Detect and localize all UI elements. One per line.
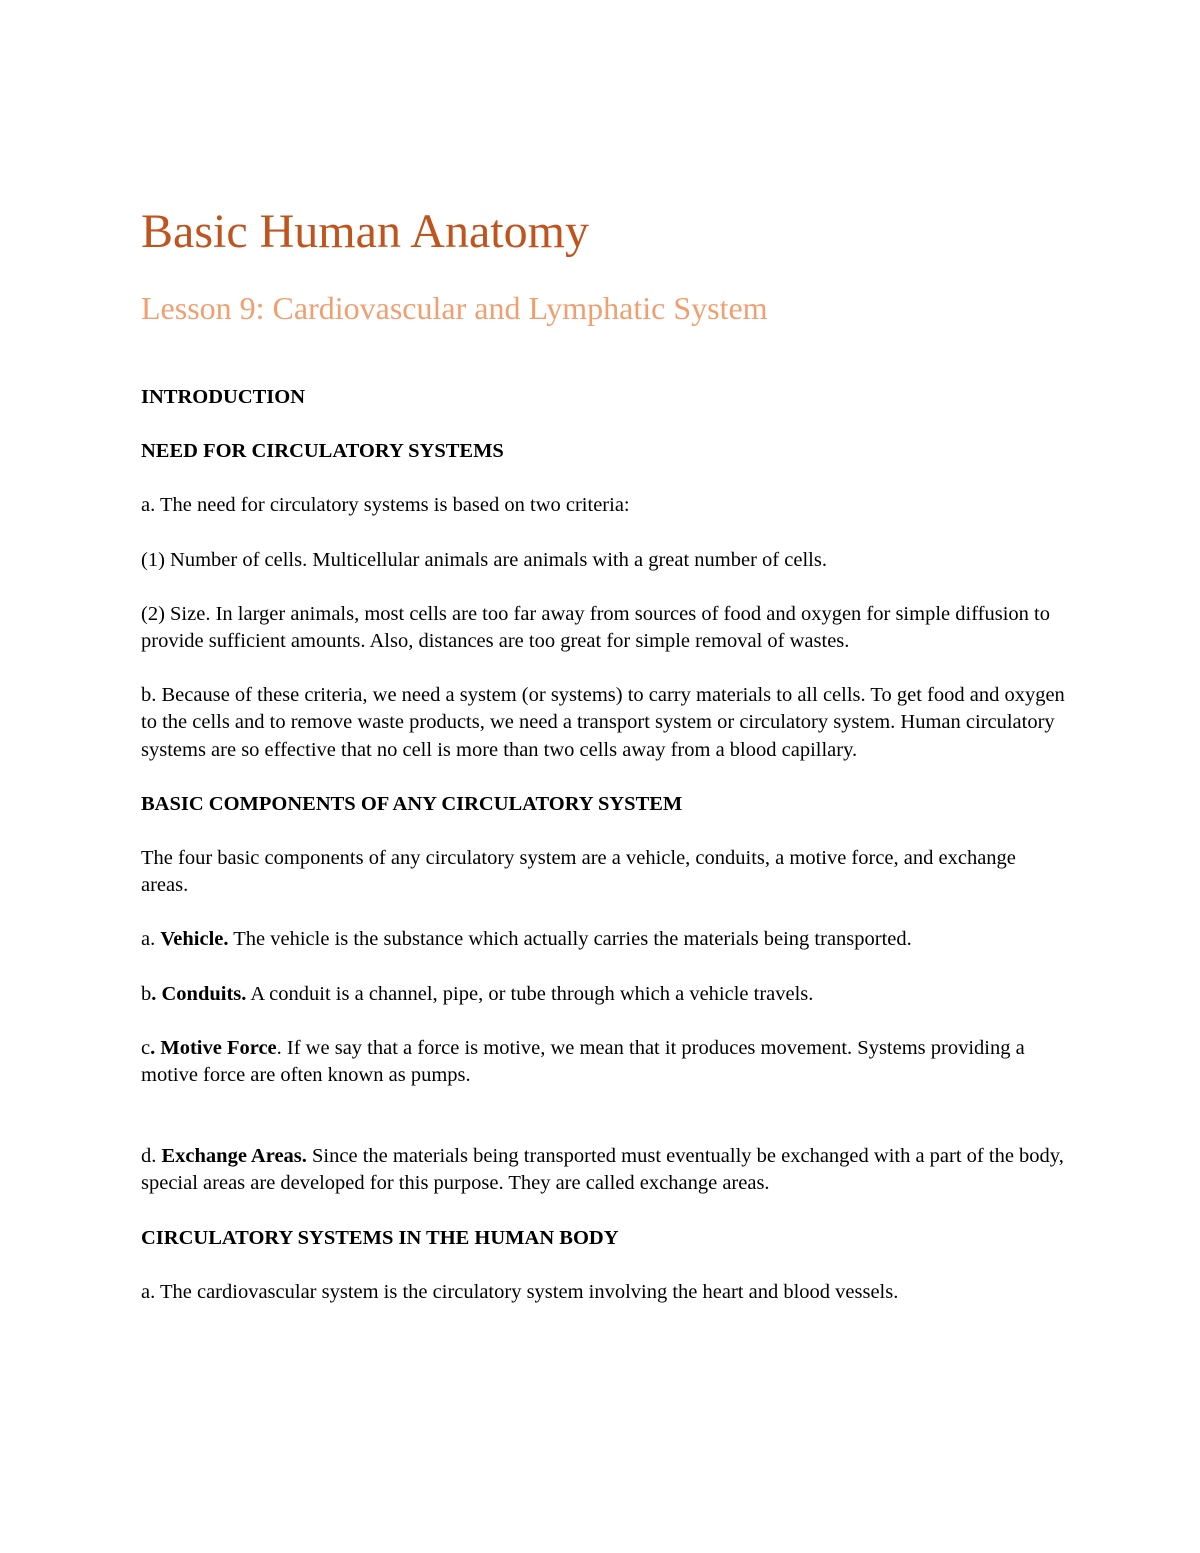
paragraph-component-vehicle: [141, 926, 1066, 953]
list-marker: d.: [141, 1145, 162, 1168]
document-body: [141, 384, 1066, 1333]
term-vehicle: Vehicle.: [160, 928, 229, 951]
section-heading-need: NEED FOR CIRCULATORY SYSTEMS: [141, 440, 504, 463]
section-heading-introduction: INTRODUCTION: [141, 386, 306, 408]
list-marker: a.: [141, 928, 161, 951]
section-heading-components: BASIC COMPONENTS OF ANY CIRCULATORY SYSTEM: [141, 792, 683, 815]
paragraph-need-b: b. Because of these criteria, we need a system (or systems) to carry materials to all cells. To get food and oxygen to the cells and to remove waste products, we need a transport system or circulatory system. Human circulatory systems are so effective that no cell is more than two cells away from a blood capillary.: [141, 684, 1065, 761]
term-conduits: . Conduits.: [151, 982, 247, 1005]
paragraph-need-2: (2) Size. In larger animals, most cells are too far away from sources of food and oxygen for simple diffusion to provide sufficient amounts. Also, distances are too great for simple removal of wastes.: [141, 602, 1050, 653]
paragraph-component-motive-force: [141, 1035, 1066, 1089]
document-title: Basic Human Anatomy: [141, 205, 589, 258]
paragraph-need-a: a. The need for circulatory systems is based on two criteria:: [141, 494, 630, 517]
definition-text: Since the materials being transported must eventually be exchanged with a part of the body, special areas are developed for this purpose. They are called exchange areas.: [141, 1145, 1064, 1195]
definition-text: The vehicle is the substance which actually carries the materials being transported.: [228, 928, 912, 951]
term-exchange-areas: Exchange Areas.: [161, 1145, 307, 1168]
list-marker: c: [141, 1036, 151, 1059]
paragraph-human-a: a. The cardiovascular system is the circulatory system involving the heart and blood vessels.: [141, 1280, 899, 1303]
paragraph-components-intro: The four basic components of any circulatory system are a vehicle, conduits, a motive force, and exchange areas.: [141, 847, 1016, 897]
definition-text: . If we say that a force is motive, we mean that it produces movement. Systems providing a motive force are often known as pumps.: [141, 1036, 1025, 1087]
paragraph-component-conduits: [141, 981, 1066, 1008]
paragraph-component-exchange-areas: [141, 1143, 1066, 1197]
definition-text: A conduit is a channel, pipe, or tube through which a vehicle travels.: [246, 982, 814, 1005]
document-subtitle: Lesson 9: Cardiovascular and Lymphatic System: [141, 290, 768, 326]
term-motive-force: . Motive Force: [150, 1036, 277, 1059]
section-heading-human-body: CIRCULATORY SYSTEMS IN THE HUMAN BODY: [141, 1226, 619, 1249]
paragraph-need-1: (1) Number of cells. Multicellular animals are animals with a great number of cells.: [141, 548, 827, 571]
list-marker: b: [141, 982, 152, 1005]
